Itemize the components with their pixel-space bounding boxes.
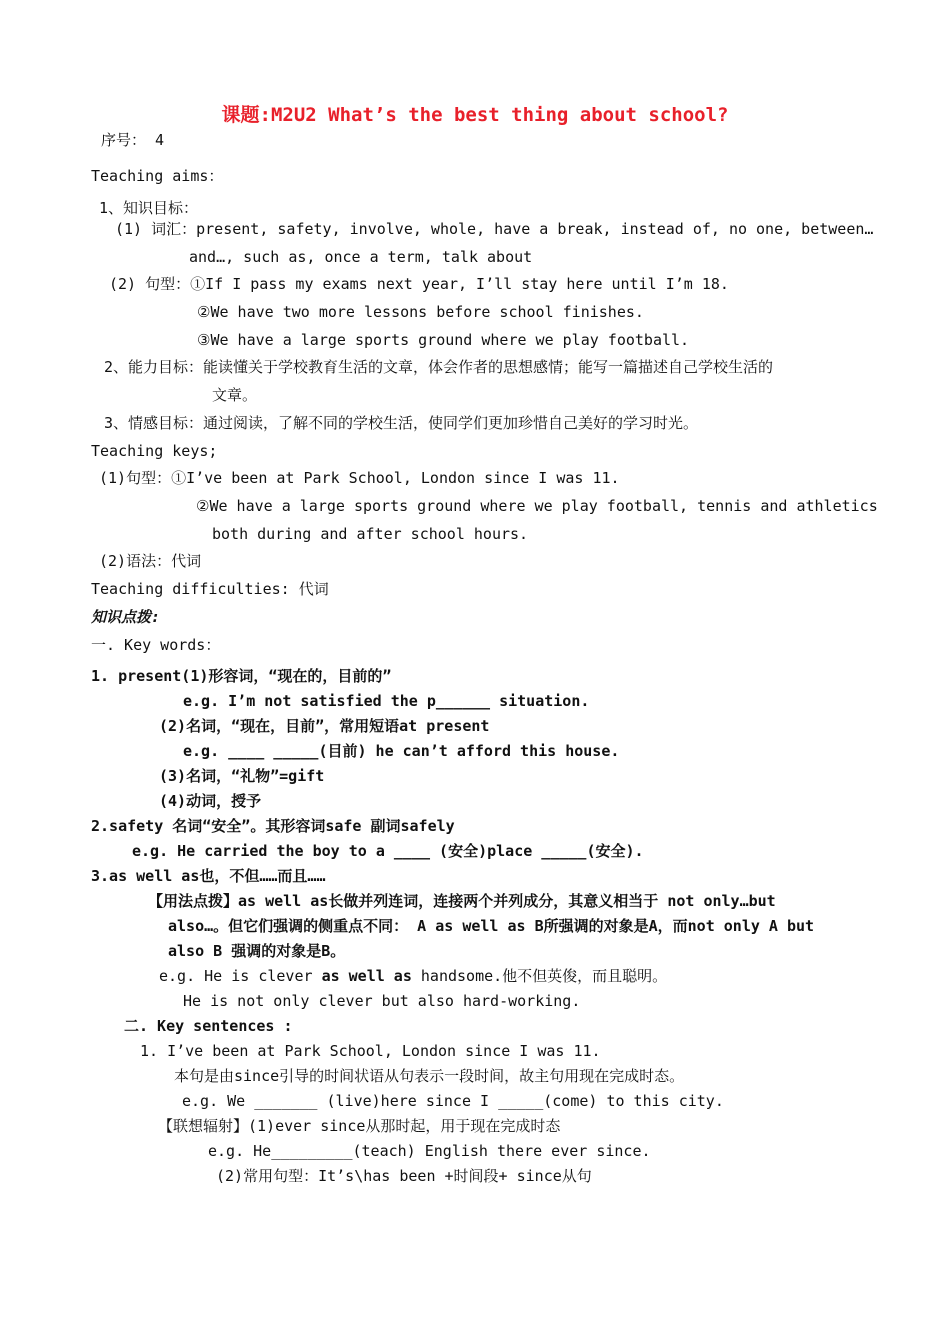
- example-text-before: e.g. He is clever: [159, 967, 322, 985]
- association-note: 【联想辐射】(1)ever since从那时起，用于现在完成时态: [158, 1117, 561, 1135]
- example-text-bold: as well as: [321, 967, 412, 985]
- vocab-line-1: (1) 词汇：present, safety, involve, whole, have a break, instead of, no one, between…: [115, 220, 874, 238]
- difficulties: Teaching difficulties: 代词: [91, 580, 329, 598]
- key-sentence-1-note: 本句是由since引导的时间状语从句表示一段时间，故主句用现在完成时态。: [174, 1067, 685, 1085]
- association-example: e.g. He_________(teach) English there ever since.: [208, 1142, 651, 1160]
- example-text-after: handsome.他不但英俊，而且聪明。: [411, 967, 668, 985]
- word-safety: 2.safety 名词“安全”。其形容词safe 副词safely: [91, 817, 455, 835]
- common-pattern: (2)常用句型：It’s\has been +时间段+ since从句: [216, 1167, 592, 1185]
- serial-number: 序号： 4: [101, 131, 165, 149]
- word-present: 1. present(1)形容词，“现在的，目前的”: [91, 667, 392, 685]
- ability-aims-line-2: 文章。: [212, 386, 258, 404]
- key-sentence-1: 1. I’ve been at Park School, London since I was 11.: [140, 1042, 601, 1060]
- present-noun: (2)名词，“现在，目前”，常用短语at present: [159, 717, 490, 735]
- present-verb: (4)动词，授予: [159, 792, 262, 810]
- safety-example: e.g. He carried the boy to a ____ (安全)place _____(安全).: [132, 842, 644, 860]
- keys-sentence-2a: ②We have a large sports ground where we play football, tennis and athletics: [196, 497, 878, 515]
- vocab-line-2: and…, such as, once a term, talk about: [189, 248, 533, 266]
- knowledge-aims-heading: 1、知识目标：: [99, 199, 199, 217]
- as-well-as-example-2: He is not only clever but also hard-working.: [183, 992, 581, 1010]
- ability-aims-line-1: 2、能力目标：能读懂关于学校教育生活的文章，体会作者的思想感情；能写一篇描述自己学校生活的: [104, 358, 774, 376]
- keys-sentence-1: (1)句型：①I’ve been at Park School, London since I was 11.: [99, 469, 620, 487]
- as-well-as-example-1: [159, 966, 667, 986]
- aims-sentence-3: ③We have a large sports ground where we play football.: [197, 331, 690, 349]
- word-as-well-as: 3.as well as也，不但……而且……: [91, 867, 326, 885]
- aims-sentence-2: ②We have two more lessons before school finishes.: [197, 303, 644, 321]
- present-gift: (3)名词，“礼物”=gift: [159, 767, 325, 785]
- usage-note-line-2: also…。但它们强调的侧重点不同： A as well as B所强调的对象是A，而not only A but: [168, 917, 815, 935]
- knowledge-points-heading: 知识点拨:: [91, 608, 161, 626]
- present-example-2: e.g. ____ _____(目前) he can’t afford this house.: [183, 742, 620, 760]
- key-sentences-heading: 二. Key sentences :: [124, 1017, 293, 1035]
- present-example-1: e.g. I’m not satisfied the p______ situation.: [183, 692, 590, 710]
- usage-note-line-1: 【用法点拨】as well as长做并列连词，连接两个并列成分，其意义相当于 not only…but: [148, 892, 776, 910]
- key-words-heading: 一. Key words：: [91, 636, 221, 654]
- aims-heading: Teaching aims：: [91, 167, 224, 185]
- usage-note-line-3: also B 强调的对象是B。: [168, 942, 346, 960]
- keys-sentence-2b: both during and after school hours.: [212, 525, 529, 543]
- key-sentence-1-example: e.g. We _______ (live)here since I _____(come) to this city.: [182, 1092, 724, 1110]
- aims-sentence-1: (2) 句型：①If I pass my exams next year, I’ll stay here until I’m 18.: [109, 275, 729, 293]
- emotion-aims: 3、情感目标：通过阅读，了解不同的学校生活，使同学们更加珍惜自己美好的学习时光。: [104, 414, 699, 432]
- keys-grammar: (2)语法：代词: [99, 552, 202, 570]
- page-title: 课题:M2U2 What’s the best thing about school?: [221, 104, 729, 126]
- keys-heading: Teaching keys;: [91, 442, 218, 460]
